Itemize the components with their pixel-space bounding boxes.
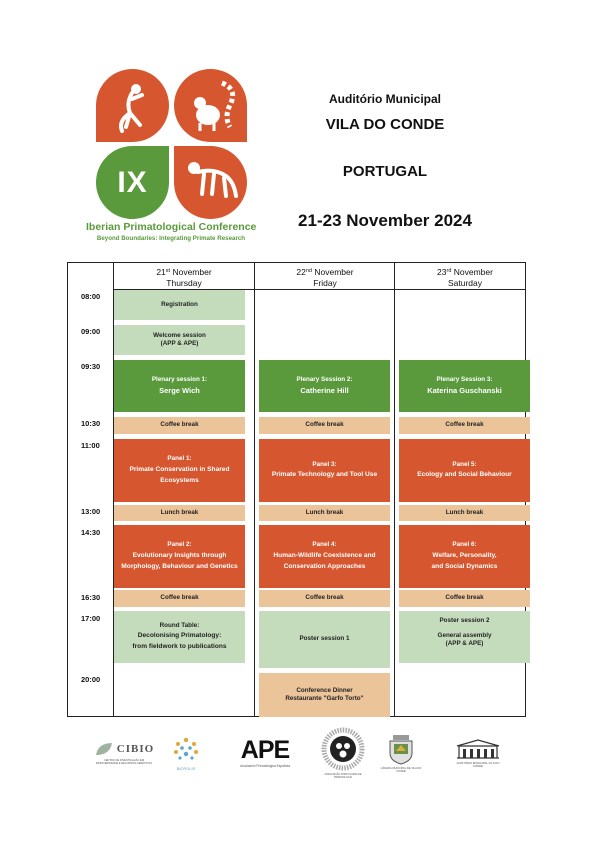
time-label: 10:30 <box>81 419 101 428</box>
block-label: Coffee break <box>160 594 199 602</box>
round-table-block <box>114 611 245 663</box>
dinner-venue: Restaurante "Garfo Torto" <box>285 695 364 702</box>
app-seal-icon <box>321 727 365 771</box>
block-label: Plenary Session 2: <box>296 376 353 384</box>
logo-caption: CÂMARA MUNICIPAL DE VILA DO CONDE <box>380 767 422 773</box>
coffee-break-block <box>259 417 390 434</box>
block-label: Conference Dinner <box>296 686 353 694</box>
time-label: 17:00 <box>81 614 101 623</box>
day-weekday: Saturday <box>447 278 483 288</box>
block-label: Coffee break <box>160 421 199 429</box>
panel-title: Evolutionary Insights through <box>132 551 227 559</box>
ape-logo <box>228 724 302 782</box>
day-month: November <box>453 267 493 277</box>
block-label: Panel 3: <box>312 460 337 468</box>
round-table-title: from fieldwork to publications <box>132 643 227 651</box>
panel-3-block <box>259 439 390 502</box>
speaker-name: Katerina Guschanski <box>427 385 502 395</box>
poster-session-1-block <box>259 611 390 668</box>
panel-1-block <box>114 439 245 502</box>
welcome-session-block <box>114 325 245 355</box>
event-dates: 21-23 November 2024 <box>298 211 472 230</box>
lunch-break-block <box>399 505 530 521</box>
auditorio-logo <box>452 724 504 782</box>
block-label: Panel 2: <box>167 541 192 549</box>
panel-title: Morphology, Behaviour and Genetics <box>121 562 238 570</box>
block-label: Panel 1: <box>167 455 192 463</box>
venue-line-1: Auditório Municipal <box>329 92 441 106</box>
day-weekday: Friday <box>313 278 337 288</box>
day-suffix: rd <box>446 268 452 274</box>
speaker-name: Catherine Hill <box>300 385 349 395</box>
conference-tagline: Beyond Boundaries: Integrating Primate Research <box>96 235 246 242</box>
coffee-break-block <box>114 590 245 607</box>
logo-caption: BIOPOLIS <box>176 765 196 771</box>
panel-title: Human-Wildlife Coexistence and <box>273 551 376 559</box>
panel-title: Ecology and Social Behaviour <box>417 471 512 479</box>
logo-caption: CENTRO DE INVESTIGAÇÃO EM BIODIVERSIDADE E RECURSOS GENÉTICOS <box>96 759 152 765</box>
block-label: (APP & APE) <box>445 640 484 647</box>
panel-5-block <box>399 439 530 502</box>
day-header-saturday <box>395 267 535 289</box>
plenary-1-block <box>114 360 245 412</box>
block-label: Panel 6: <box>452 541 477 549</box>
panel-title: Welfare, Personality, <box>432 551 497 559</box>
venue-city: VILA DO CONDE <box>325 116 445 133</box>
logo-caption: Asociación Primatológica Española <box>240 763 290 768</box>
plenary-3-block <box>399 360 530 412</box>
block-label: Welcome session <box>153 331 206 339</box>
block-label: Plenary Session 3: <box>436 376 493 384</box>
block-label: Coffee break <box>445 421 484 429</box>
poster-session-2-block <box>399 611 530 663</box>
conference-dinner-block <box>259 673 390 717</box>
app-logo <box>318 724 368 782</box>
registration-block <box>114 290 245 320</box>
day-number: 23 <box>437 267 447 277</box>
panel-title: and Social Dynamics <box>431 562 498 570</box>
cibio-logo <box>92 724 156 782</box>
day-header-friday <box>255 267 395 289</box>
time-label: 14:30 <box>81 528 101 537</box>
panel-2-block <box>114 525 245 588</box>
block-label: Poster session 2 <box>439 617 490 624</box>
panel-title: Conservation Approaches <box>283 562 366 570</box>
lunch-break-block <box>259 505 390 521</box>
day-number: 22 <box>296 267 306 277</box>
schedule-table <box>67 262 526 717</box>
time-label: 09:30 <box>81 362 101 371</box>
block-label: Panel 5: <box>452 460 477 468</box>
plenary-2-block <box>259 360 390 412</box>
monkey-icon <box>96 69 169 142</box>
block-label: Lunch break <box>445 508 484 516</box>
panel-title: Primate Technology and Tool Use <box>271 471 378 479</box>
time-label: 20:00 <box>81 675 101 684</box>
macaque-icon <box>174 146 247 219</box>
coffee-break-block <box>114 417 245 434</box>
coffee-break-block <box>259 590 390 607</box>
ape-wordmark: APE <box>240 735 290 764</box>
block-label: General assembly <box>437 631 492 639</box>
biopolis-icon <box>170 736 202 764</box>
column-divider <box>254 263 255 716</box>
conference-name: Iberian Primatological Conference <box>86 221 257 233</box>
biopolis-logo <box>166 724 206 782</box>
coat-of-arms-icon <box>387 733 415 765</box>
block-label: Coffee break <box>445 594 484 602</box>
block-label: Lunch break <box>305 508 344 516</box>
panel-title: Primate Conservation in Shared <box>129 465 230 473</box>
speaker-name: Serge Wich <box>159 385 200 395</box>
conference-logo <box>86 64 256 244</box>
panel-4-block <box>259 525 390 588</box>
block-label: Poster session 1 <box>299 635 350 643</box>
block-label: Lunch break <box>160 508 199 516</box>
day-suffix: st <box>165 268 171 274</box>
block-label: Coffee break <box>305 594 344 602</box>
coffee-break-block <box>399 590 530 607</box>
block-label: Registration <box>161 300 198 308</box>
day-weekday: Thursday <box>166 278 202 288</box>
coffee-break-block <box>399 417 530 434</box>
panel-title: Ecosystems <box>160 476 199 484</box>
lunch-break-block <box>114 505 245 521</box>
time-label: 16:30 <box>81 593 101 602</box>
logo-caption: ASSOCIAÇÃO PORTUGUESA DE PRIMATOLOGIA <box>324 773 362 779</box>
lemur-icon <box>174 69 247 142</box>
venue-country: PORTUGAL <box>342 163 428 180</box>
time-label: 09:00 <box>81 327 101 336</box>
block-label: Plenary session 1: <box>151 376 208 384</box>
day-suffix: nd <box>305 268 312 274</box>
day-month: November <box>172 267 212 277</box>
time-label: 08:00 <box>81 292 101 301</box>
day-number: 21 <box>156 267 166 277</box>
block-label: Panel 4: <box>312 541 337 549</box>
logo-caption: AUDITÓRIO MUNICIPAL VILA DO CONDE <box>456 760 500 768</box>
time-label: 11:00 <box>81 441 100 450</box>
block-label: (APP & APE) <box>160 340 199 347</box>
leaf-icon <box>94 741 114 757</box>
time-label: 13:00 <box>81 507 101 516</box>
day-month: November <box>314 267 354 277</box>
round-table-title: Decolonising Primatology: <box>137 632 222 640</box>
panel-6-block <box>399 525 530 588</box>
camara-municipal-logo <box>376 724 426 782</box>
day-header-thursday <box>114 267 254 289</box>
cibio-wordmark: CIBIO <box>116 743 155 755</box>
block-label: Coffee break <box>305 421 344 429</box>
column-divider <box>394 263 395 716</box>
edition-numeral: IX <box>117 165 148 199</box>
block-label: Round Table: <box>159 621 200 629</box>
building-icon <box>455 738 501 760</box>
